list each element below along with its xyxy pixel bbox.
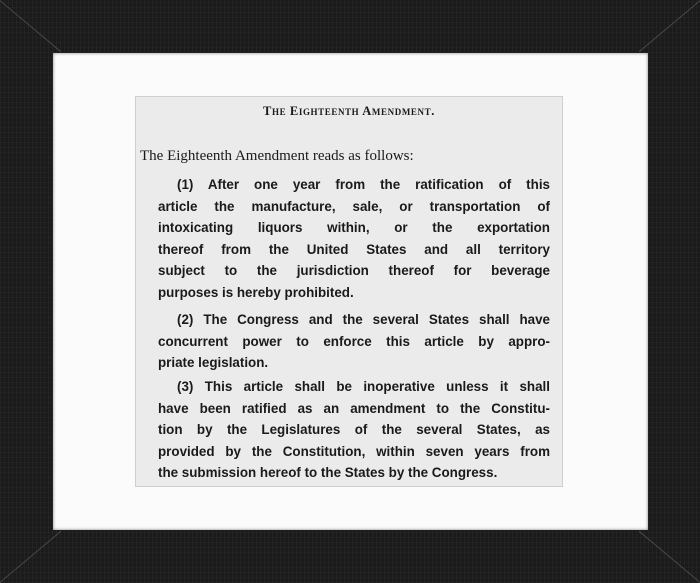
section-1-line: purposes is hereby prohibited. [158,284,354,300]
document-intro: The Eighteenth Amendment reads as follows: [140,148,414,164]
frame-corner-bottom-right [639,531,700,583]
document-print [135,96,563,487]
section-2-line: (2) The Congress and the several States shall have [177,312,550,327]
section-1 [158,174,550,304]
section-1-line: article the manufacture, sale, or transportation of [158,198,550,214]
section-1-line: (1) After one year from the ratification of this [177,177,550,192]
section-3-line: provided by the Constitution, within seven years from [158,443,550,459]
section-3-line: (3) This article shall be inoperative unless it shall [177,379,550,394]
section-1-line: subject to the jurisdiction thereof for beverage [158,263,550,279]
section-3-line: the submission hereof to the States by the Congress. [158,465,498,481]
section-3 [158,376,550,484]
section-2-line: priate legislation. [158,355,269,371]
section-1-line: intoxicating liquors within, or the exportation [158,220,550,236]
frame-corner-bottom-left [0,531,61,583]
section-2 [158,309,550,374]
frame-corner-top-right [639,0,700,52]
document-title: The Eighteenth Amendment. [263,104,435,118]
section-3-line: have been ratified as an amendment to the Constitu- [158,400,550,416]
section-1-line: thereof from the United States and all territory [158,241,550,257]
section-2-line: concurrent power to enforce this article by appro- [158,333,550,349]
section-3-line: tion by the Legislatures of the several States, as [158,422,550,438]
frame-corner-top-left [0,0,61,52]
